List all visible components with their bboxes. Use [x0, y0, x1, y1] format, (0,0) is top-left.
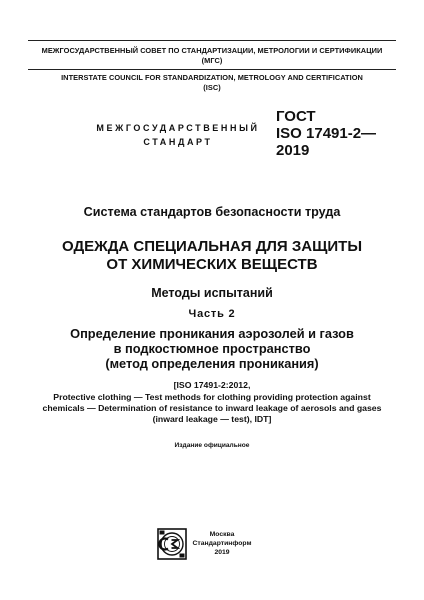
document-title-line1: ОДЕЖДА СПЕЦИАЛЬНАЯ ДЛЯ ЗАЩИТЫ — [62, 238, 362, 255]
gost-designation — [276, 108, 376, 159]
iso-reference-line3: chemicals — Determination of resistance to inward leakage of aerosols and gases — [42, 403, 382, 413]
council-ru-line1: МЕЖГОСУДАРСТВЕННЫЙ СОВЕТ ПО СТАНДАРТИЗАЦИИ, МЕТРОЛОГИИ И СЕРТИФИКАЦИИ — [41, 46, 383, 55]
standard-type-line2: СТАНДАРТ — [143, 137, 213, 147]
iso-reference-line1: [ISO 17491-2:2012, — [173, 380, 251, 390]
document-title-line2: ОТ ХИМИЧЕСКИХ ВЕЩЕСТВ — [106, 256, 318, 273]
publisher-name: Стандартинформ — [192, 540, 252, 547]
publication-year: 2019 — [214, 549, 230, 556]
iso-reference-line2: Protective clothing — Test methods for clothing providing protection against — [53, 392, 371, 402]
publisher-block — [192, 530, 252, 557]
publisher-city: Москва — [209, 531, 235, 538]
standartinform-logo-icon — [157, 528, 187, 560]
official-edition: Издание официальное — [174, 442, 250, 449]
methods-heading: Методы испытаний — [151, 286, 273, 300]
gost-number-line1: ISO 17491-2— — [276, 125, 377, 142]
part-number: Часть 2 — [188, 308, 236, 320]
council-en-line2: (ISC) — [203, 83, 221, 92]
standards-series: Система стандартов безопасности труда — [83, 205, 341, 219]
council-ru-line2: (МГС) — [201, 56, 223, 65]
council-en-line1: INTERSTATE COUNCIL FOR STANDARDIZATION, METROLOGY AND CERTIFICATION — [61, 73, 363, 82]
top-rule — [28, 40, 396, 41]
middle-rule — [28, 69, 396, 70]
standard-type-line1: МЕЖГОСУДАРСТВЕННЫЙ — [96, 123, 260, 133]
iso-reference-line4: (inward leakage — test), IDT] — [152, 414, 272, 424]
subtitle-line2: в подкостюмное пространство — [113, 341, 311, 356]
subtitle-line1: Определение проникания аэрозолей и газов — [70, 326, 354, 341]
gost-label: ГОСТ — [276, 108, 316, 125]
subtitle-line3: (метод определения проникания) — [105, 356, 319, 371]
gost-number-line2: 2019 — [276, 142, 310, 159]
